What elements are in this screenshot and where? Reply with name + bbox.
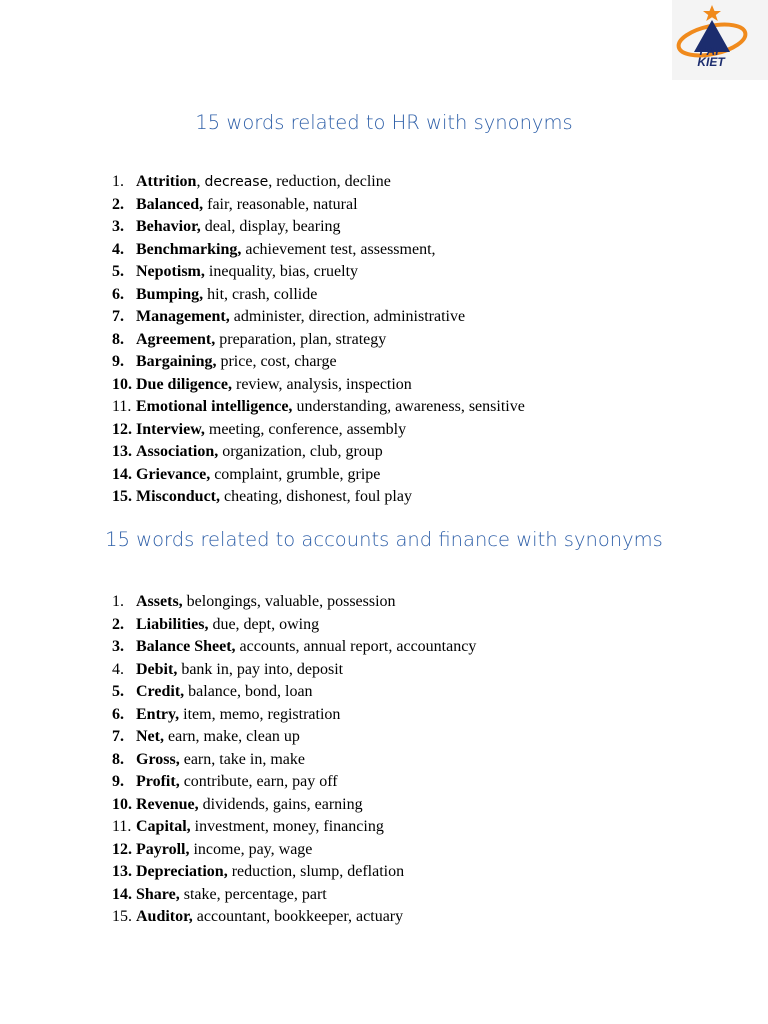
item-number: 11.: [112, 818, 132, 835]
item-synonyms: due, dept, owing: [208, 615, 320, 633]
item-number: 12.: [112, 420, 132, 438]
item-synonyms: bank in, pay into, deposit: [177, 660, 344, 678]
item-synonyms: , reduction, decline: [268, 173, 391, 190]
list-item: [112, 306, 525, 329]
item-synonyms: belongings, valuable, possession: [182, 593, 396, 610]
list-item: [112, 591, 476, 614]
finance-word-list: [112, 591, 476, 929]
finance-heading: 15 words related to accounts and finance with synonyms: [105, 528, 663, 551]
paf-kiet-logo: [672, 0, 768, 80]
item-term: Payroll,: [136, 840, 190, 858]
item-synonyms: contribute, earn, pay off: [179, 773, 338, 790]
list-item: [112, 771, 476, 794]
item-synonyms: dividends, gains, earning: [198, 795, 363, 813]
item-term: Debit,: [136, 660, 178, 678]
list-item: [112, 726, 476, 749]
item-synonyms: earn, take in, make: [179, 750, 305, 768]
item-number: 15.: [112, 488, 132, 505]
item-number: 8.: [112, 330, 124, 348]
list-item: [112, 486, 525, 509]
item-term: Net,: [136, 728, 164, 745]
item-term: Revenue,: [136, 795, 199, 813]
item-term: Bumping,: [136, 285, 204, 303]
item-synonyms: fair, reasonable, natural: [203, 195, 358, 213]
item-number: 1.: [112, 593, 124, 610]
item-term: Agreement,: [136, 330, 216, 348]
item-number: 9.: [112, 773, 124, 790]
item-term: Gross,: [136, 750, 180, 768]
list-item: [112, 239, 525, 262]
logo-text: [686, 46, 736, 68]
item-synonyms: earn, make, clean up: [163, 728, 300, 745]
list-item: [112, 839, 476, 862]
item-number: 14.: [112, 465, 132, 483]
item-synonyms: balance, bond, loan: [184, 683, 313, 700]
item-number: 6.: [112, 705, 124, 723]
list-item: [112, 614, 476, 637]
item-synonyms: price, cost, charge: [216, 353, 337, 370]
item-term: Interview,: [136, 420, 205, 438]
list-item: [112, 681, 476, 704]
item-synonyms: review, analysis, inspection: [232, 375, 412, 393]
list-item: [112, 906, 476, 929]
item-number: 13.: [112, 443, 132, 460]
item-synonyms: deal, display, bearing: [200, 218, 341, 235]
list-item: [112, 704, 476, 727]
item-synonyms: accounts, annual report, accountancy: [235, 638, 477, 655]
item-term: Behavior,: [136, 218, 201, 235]
list-item: [112, 329, 525, 352]
list-item: [112, 284, 525, 307]
item-term: Entry,: [136, 705, 180, 723]
list-item: [112, 464, 525, 487]
item-synonyms: accountant, bookkeeper, actuary: [192, 908, 404, 925]
list-item: [112, 216, 525, 239]
item-term: Liabilities,: [136, 615, 209, 633]
item-synonyms: income, pay, wage: [189, 840, 313, 858]
item-number: 2.: [112, 615, 124, 633]
item-synonyms: cheating, dishonest, foul play: [220, 488, 412, 505]
item-number: 15.: [112, 908, 132, 925]
item-term: Balance Sheet,: [136, 638, 236, 655]
list-item: [112, 659, 476, 682]
list-item: [112, 884, 476, 907]
list-item: [112, 441, 525, 464]
item-term: Due diligence,: [136, 375, 232, 393]
list-item: [112, 816, 476, 839]
item-term: Capital,: [136, 818, 191, 835]
item-synonyms: understanding, awareness, sensitive: [292, 398, 525, 415]
item-number: 9.: [112, 353, 124, 370]
item-synonyms: reduction, slump, deflation: [227, 863, 405, 880]
item-synonyms: investment, money, financing: [190, 818, 384, 835]
item-number: 7.: [112, 308, 124, 325]
item-term: Auditor,: [136, 908, 193, 925]
hr-heading: 15 words related to HR with synonyms: [195, 111, 573, 134]
list-item: [112, 396, 525, 419]
item-number: 3.: [112, 218, 124, 235]
item-synonyms: complaint, grumble, gripe: [210, 465, 381, 483]
item-number: 6.: [112, 285, 124, 303]
hr-word-list: [112, 171, 525, 509]
item-number: 8.: [112, 750, 124, 768]
item-synonyms: item, memo, registration: [179, 705, 341, 723]
item-synonyms: inequality, bias, cruelty: [204, 263, 359, 280]
list-item: [112, 749, 476, 772]
item-synonyms: organization, club, group: [218, 443, 383, 460]
item-number: 12.: [112, 840, 132, 858]
logo-line2: KIET: [697, 55, 725, 69]
item-term: Depreciation,: [136, 863, 228, 880]
item-term: Balanced,: [136, 195, 204, 213]
item-term: Bargaining,: [136, 353, 217, 370]
list-item: [112, 636, 476, 659]
list-item: [112, 171, 525, 194]
item-term: Attrition: [136, 173, 197, 190]
item-number: 4.: [112, 660, 124, 678]
item-term: Misconduct,: [136, 488, 220, 505]
item-term: Management,: [136, 308, 230, 325]
item-number: 10.: [112, 795, 132, 813]
list-item: [112, 261, 525, 284]
item-synonyms: preparation, plan, strategy: [215, 330, 387, 348]
item-synonyms: meeting, conference, assembly: [204, 420, 407, 438]
item-term: Nepotism,: [136, 263, 205, 280]
item-term: Profit,: [136, 773, 180, 790]
item-term: Credit,: [136, 683, 185, 700]
list-item: [112, 374, 525, 397]
item-synonyms: stake, percentage, part: [179, 885, 327, 903]
item-separator: ,: [196, 173, 205, 190]
item-number: 5.: [112, 263, 124, 280]
item-number: 3.: [112, 638, 124, 655]
item-synonyms: administer, direction, administrative: [229, 308, 466, 325]
logo-line1: PAF: [699, 44, 723, 58]
item-term: Benchmarking,: [136, 240, 242, 258]
list-item: [112, 861, 476, 884]
list-item: [112, 419, 525, 442]
item-number: 14.: [112, 885, 132, 903]
item-term: Emotional intelligence,: [136, 398, 293, 415]
item-synonym-first: decrease: [204, 174, 269, 190]
list-item: [112, 351, 525, 374]
item-number: 5.: [112, 683, 124, 700]
list-item: [112, 794, 476, 817]
item-term: Assets,: [136, 593, 183, 610]
item-number: 11.: [112, 398, 132, 415]
item-number: 4.: [112, 240, 124, 258]
item-number: 10.: [112, 375, 132, 393]
item-term: Association,: [136, 443, 219, 460]
list-item: [112, 194, 525, 217]
item-number: 1.: [112, 173, 124, 190]
item-term: Grievance,: [136, 465, 211, 483]
item-number: 7.: [112, 728, 124, 745]
item-synonyms: achievement test, assessment,: [241, 240, 436, 258]
item-synonyms: hit, crash, collide: [203, 285, 318, 303]
item-term: Share,: [136, 885, 180, 903]
item-number: 13.: [112, 863, 132, 880]
item-number: 2.: [112, 195, 124, 213]
